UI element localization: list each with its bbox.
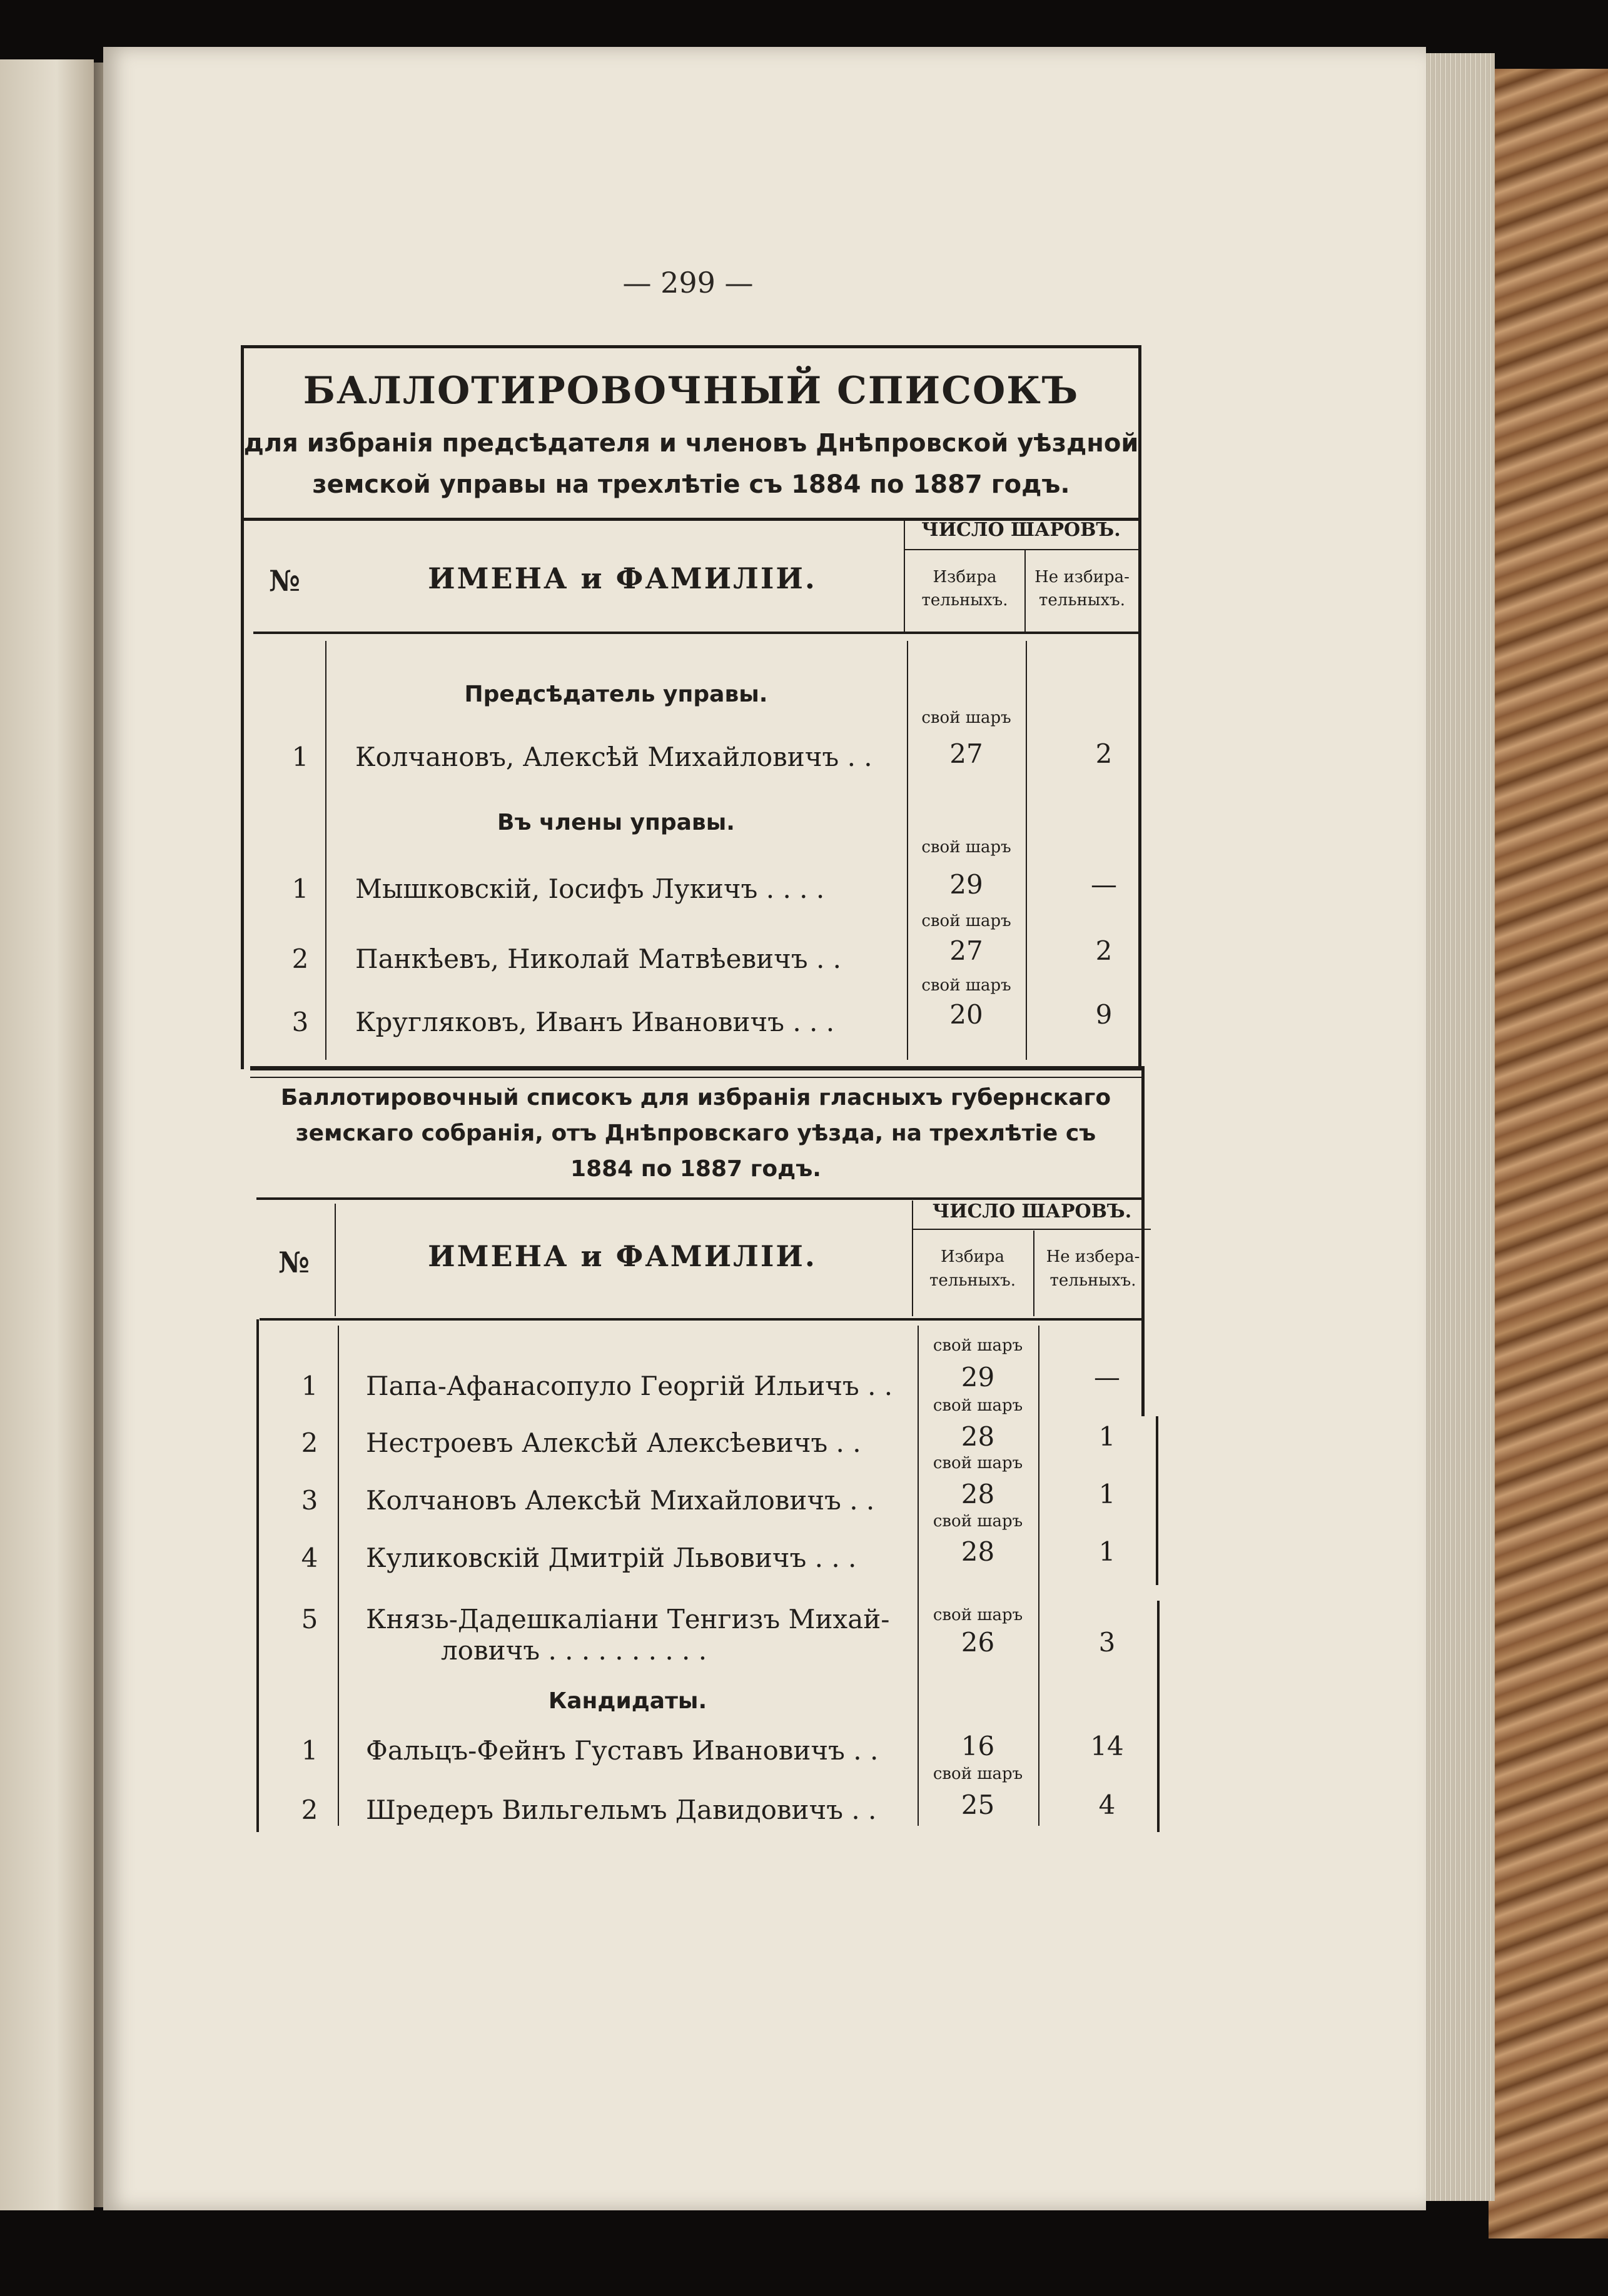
table1-header-against-1: Не избира-	[1034, 568, 1130, 587]
table1-row3-no: 2	[291, 944, 309, 974]
table2-col-divider-1	[338, 1326, 339, 1826]
table1-row1-against: 2	[1095, 738, 1113, 769]
table2-row3-name: Колчановъ Алексѣй Михайловичъ . .	[366, 1485, 875, 1516]
table2-header-divider-0	[335, 1204, 336, 1316]
table1-row2-against: —	[1091, 869, 1117, 900]
table2-row5-name-cont: ловичъ . . . . . . . . . .	[441, 1635, 707, 1666]
table1-balls-rule	[904, 549, 1138, 550]
table1-header-divider-b	[1024, 550, 1026, 632]
table1-header-divider-a	[904, 519, 905, 632]
table2-header-names: ИМЕНА и ФАМИЛІИ.	[428, 1239, 817, 1273]
book-cover	[1489, 69, 1608, 2238]
table2-row2-note: свой шаръ	[933, 1396, 1023, 1415]
table2-title-line1: Баллотировочный списокъ для избранія гласныхъ губернскаго	[280, 1085, 1111, 1110]
table2-row1-for: 29	[961, 1362, 995, 1392]
page-number: — 299 —	[622, 266, 754, 300]
table2-header-against-2: тельныхъ.	[1049, 1271, 1136, 1290]
table2-row2-against: 1	[1098, 1421, 1116, 1452]
table2-row5-note: свой шаръ	[933, 1606, 1023, 1624]
table2-cand1-against: 14	[1090, 1731, 1124, 1761]
table1-subtitle-line1: для избранія предсѣдателя и членовъ Днѣпровской уѣздной	[243, 429, 1139, 458]
table1-row2-for: 29	[949, 869, 983, 900]
table1-title: БАЛЛОТИРОВОЧНЫЙ СПИСОКЪ	[303, 369, 1080, 413]
table2-cand1-name: Фальцъ-Фейнъ Густавъ Ивановичъ . .	[366, 1735, 879, 1766]
table2-header-top-rule	[256, 1197, 1141, 1200]
table2-left-border	[256, 1319, 259, 1832]
table1-row4-note: свой шаръ	[921, 976, 1011, 995]
table2-row4-name: Куликовскій Дмитрій Львовичъ . . .	[366, 1543, 857, 1573]
table2-row3-for: 28	[961, 1479, 995, 1509]
table1-header-against-2: тельныхъ.	[1039, 591, 1125, 610]
table2-row1-against: —	[1094, 1362, 1120, 1392]
table1-row4-for: 20	[949, 999, 983, 1030]
table2-row1-no: 1	[301, 1371, 318, 1401]
table2-title-line2: земскаго собранія, отъ Днѣпровскаго уѣзда, на трехлѣтіе съ	[295, 1120, 1096, 1146]
table1-subtitle-line2: земской управы на трехлѣтіе съ 1884 по 1887 годъ.	[312, 470, 1070, 499]
table1-header-for-1: Избира	[933, 568, 997, 587]
table1-header-bottom-rule	[253, 632, 1138, 634]
table2-balls-rule	[913, 1229, 1151, 1230]
table2-header-no: №	[278, 1246, 311, 1279]
table1-row4-no: 3	[291, 1007, 309, 1037]
table2-row4-against: 1	[1098, 1536, 1116, 1567]
table2-header-divider-b	[1033, 1231, 1034, 1316]
table1-row1-for: 27	[949, 738, 983, 769]
table1-row4-against: 9	[1095, 999, 1113, 1030]
table1-row2-name: Мышковскій, Іосифъ Лукичъ . . . .	[355, 874, 825, 904]
table2-cand2-note: свой шаръ	[933, 1765, 1023, 1783]
table2-header-divider-a	[912, 1201, 913, 1316]
table1-row4-name: Кругляковъ, Иванъ Ивановичъ . . .	[355, 1007, 835, 1037]
table1-row1-no: 1	[291, 742, 309, 772]
table2-row2-no: 2	[301, 1427, 318, 1458]
table2-row5-name: Князь-Дадешкаліани Тенгизъ Михай-	[366, 1604, 890, 1634]
table1-section-chairman: Предсѣдатель управы.	[464, 682, 768, 707]
table2-cand2-no: 2	[301, 1795, 318, 1825]
table2-header-against-1: Не избера-	[1046, 1247, 1140, 1266]
table2-header-for-1: Избира	[941, 1247, 1004, 1266]
table1-row2-note: свой шаръ	[921, 838, 1011, 857]
table2-row5-for: 26	[961, 1627, 995, 1658]
table2-row3-note: свой шаръ	[933, 1454, 1023, 1473]
left-page-edge	[0, 59, 94, 2210]
table2-row4-for: 28	[961, 1536, 995, 1567]
table1-header-for-2: тельныхъ.	[921, 591, 1008, 610]
table2-header-bottom-rule	[260, 1318, 1141, 1321]
table2-row4-note: свой шаръ	[933, 1512, 1023, 1531]
table2-title-line3: 1884 по 1887 годъ.	[570, 1156, 821, 1182]
table1-top-border	[241, 345, 1141, 348]
table2-row3-no: 3	[301, 1485, 318, 1516]
table1-row3-note: свой шаръ	[921, 912, 1011, 930]
table2-row2-for: 28	[961, 1421, 995, 1452]
table1-row3-for: 27	[949, 935, 983, 966]
table1-header-balls: ЧИСЛО ШАРОВЪ.	[921, 519, 1121, 541]
table2-row2-name: Нестроевъ Алексѣй Алексѣевичъ . .	[366, 1427, 861, 1458]
table1-row3-name: Панкѣевъ, Николай Матвѣевичъ . .	[355, 944, 842, 974]
table1-row3-against: 2	[1095, 935, 1113, 966]
table2-cand1-for: 16	[961, 1731, 995, 1761]
table1-col-divider-3	[1026, 641, 1027, 1060]
table1-row1-name: Колчановъ, Алексѣй Михайловичъ . .	[355, 742, 872, 772]
table1-section-members: Въ члены управы.	[497, 810, 735, 835]
table2-row3-against: 1	[1098, 1479, 1116, 1509]
table2-header-for-2: тельныхъ.	[929, 1271, 1016, 1290]
table1-row2-no: 1	[291, 874, 309, 904]
table2-cand2-name: Шредеръ Вильгельмъ Давидовичъ . .	[366, 1795, 877, 1825]
table2-header-balls: ЧИСЛО ШАРОВЪ.	[932, 1201, 1132, 1222]
table2-cand2-for: 25	[961, 1790, 995, 1820]
table2-cand2-against: 4	[1098, 1790, 1116, 1820]
table1-header-names: ИМЕНА и ФАМИЛІИ.	[428, 561, 817, 595]
table2-row5-no: 5	[301, 1604, 318, 1634]
table2-row1-name: Папа-Афанасопуло Георгій Ильичъ . .	[366, 1371, 893, 1401]
table1-header-no: №	[269, 564, 302, 598]
table2-cand1-no: 1	[301, 1735, 318, 1766]
table2-top-rule	[250, 1077, 1141, 1078]
table1-bottom-rule	[250, 1066, 1141, 1070]
table2-row4-no: 4	[301, 1543, 318, 1573]
table2-row5-against: 3	[1098, 1627, 1116, 1658]
table2-row1-note: свой шаръ	[933, 1336, 1023, 1355]
table2-section-candidates: Кандидаты.	[548, 1688, 707, 1714]
table1-row1-note: свой шаръ	[921, 708, 1011, 727]
